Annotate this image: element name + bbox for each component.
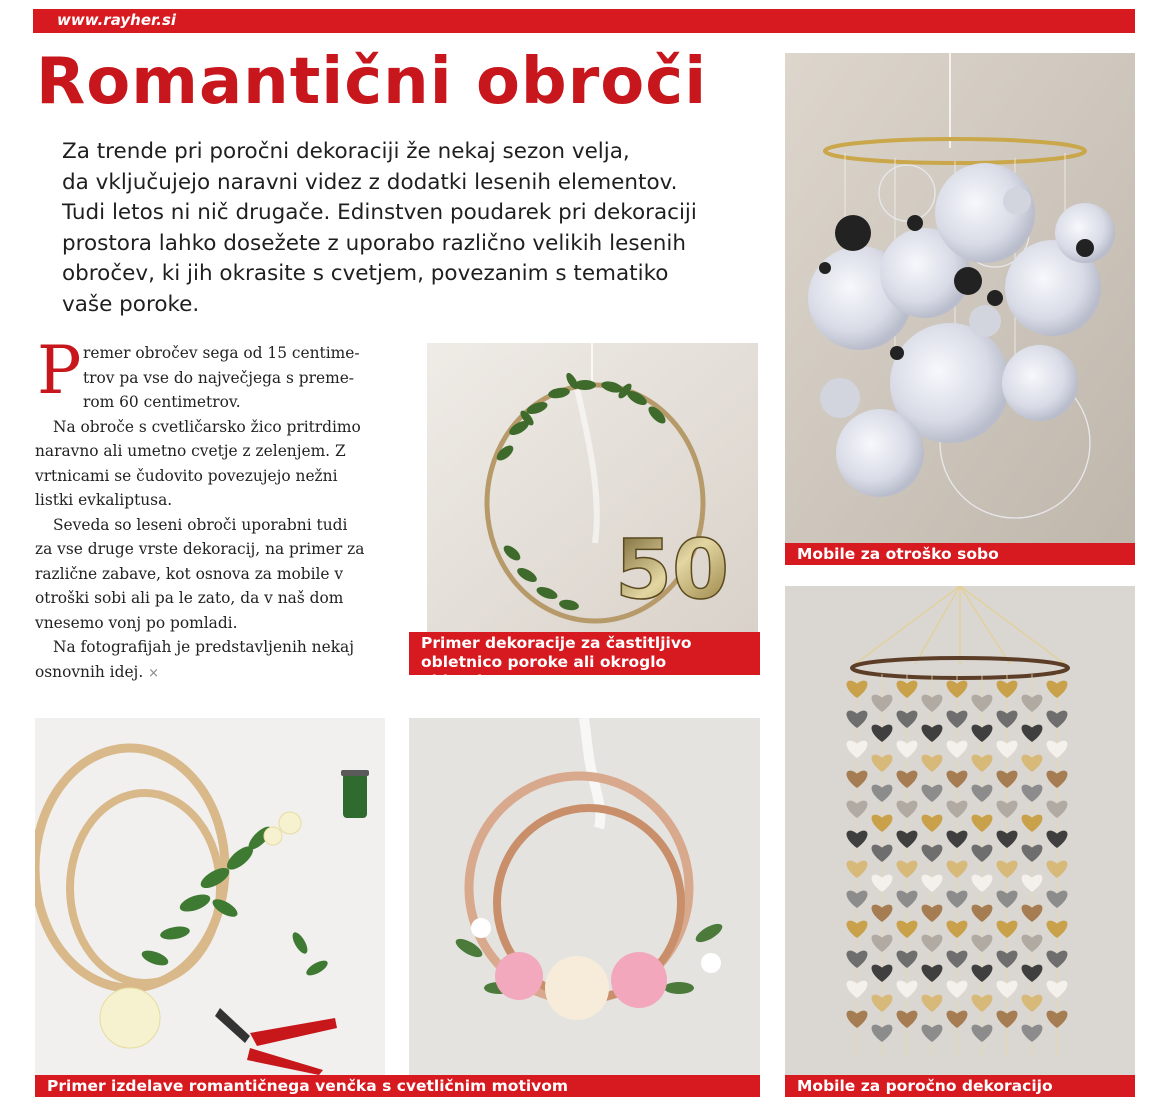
- body-line: otroški sobi ali pa le zato, da v naš dom: [35, 589, 344, 607]
- body-line: rom 60 centimetrov.: [83, 393, 241, 411]
- body-line: trov pa vse do največjega s preme-: [83, 368, 355, 387]
- body-last-text: osnovnih idej.: [35, 662, 144, 681]
- body-line: naravno ali umetno cvetje z zelenjem. Z: [35, 442, 346, 460]
- body-text: [35, 341, 385, 686]
- caption-line: Primer dekoracije za častitljivo: [421, 634, 692, 652]
- lead-paragraph: [62, 137, 762, 320]
- header-bar: [33, 9, 1135, 33]
- article-title: Romantični obroči: [36, 45, 708, 119]
- photo-wreath-materials: [35, 718, 385, 1075]
- lead-line: obročev, ki jih okrasite s cvetjem, povezanim s tematiko: [62, 261, 669, 286]
- body-line: vrtnicami se čudovito povezujejo nežni: [35, 466, 338, 485]
- body-line: vnesemo vonj po pomladi.: [35, 613, 238, 632]
- caption-anniversary: [409, 632, 760, 690]
- site-url[interactable]: www.rayher.si: [57, 11, 177, 29]
- caption-line: obletnico poroke ali okroglo obletnico: [421, 653, 667, 690]
- anniversary-hoop-illustration: [427, 343, 758, 633]
- wedding-mobile-illustration: [785, 586, 1135, 1075]
- caption-kids-mobile: Mobile za otroško sobo: [785, 543, 1135, 565]
- body-line: [35, 660, 385, 687]
- end-mark-icon: ×: [148, 665, 160, 681]
- lead-line: Tudi letos ni nič drugače. Edinstven poudarek pri dekoraciji: [62, 200, 697, 225]
- caption-wedding-mobile: Mobile za poročno dekoracijo: [785, 1075, 1135, 1097]
- photo-wedding-mobile: [785, 586, 1135, 1075]
- lead-line: Za trende pri poročni dekoraciji že nekaj sezon velja,: [62, 139, 630, 164]
- materials-illustration: [35, 718, 385, 1075]
- photo-anniversary-hoop: [427, 343, 758, 633]
- body-line: Na obroče s cvetličarsko žico pritrdimo: [53, 417, 361, 436]
- wreath-illustration: [409, 718, 760, 1075]
- body-line: za vse druge vrste dekoracij, na primer za: [35, 540, 365, 558]
- lead-line: da vključujejo naravni videz z dodatki lesenih elementov.: [62, 169, 678, 195]
- thread-spool: [341, 770, 369, 818]
- balloon-50: [615, 523, 729, 618]
- photo-finished-wreath: [409, 718, 760, 1075]
- body-line: remer obročev sega od 15 centime-: [83, 344, 360, 362]
- body-line: različne zabave, kot osnova za mobile v: [35, 564, 344, 583]
- drop-cap: P: [37, 332, 82, 409]
- lead-line: prostora lahko dosežete z uporabo različno velikih lesenih: [62, 230, 687, 256]
- photo-kids-mobile: [785, 53, 1135, 543]
- lead-line: vaše poroke.: [62, 291, 200, 317]
- kids-mobile-illustration: [785, 53, 1135, 543]
- balloon-number: 50: [615, 523, 730, 618]
- body-line: Seveda so leseni obroči uporabni tudi: [53, 515, 348, 534]
- body-line: listki evkaliptusa.: [35, 491, 173, 509]
- caption-wreath: Primer izdelave romantičnega venčka s cvetličnim motivom: [35, 1075, 760, 1097]
- body-line: Na fotografijah je predstavljenih nekaj: [53, 638, 354, 656]
